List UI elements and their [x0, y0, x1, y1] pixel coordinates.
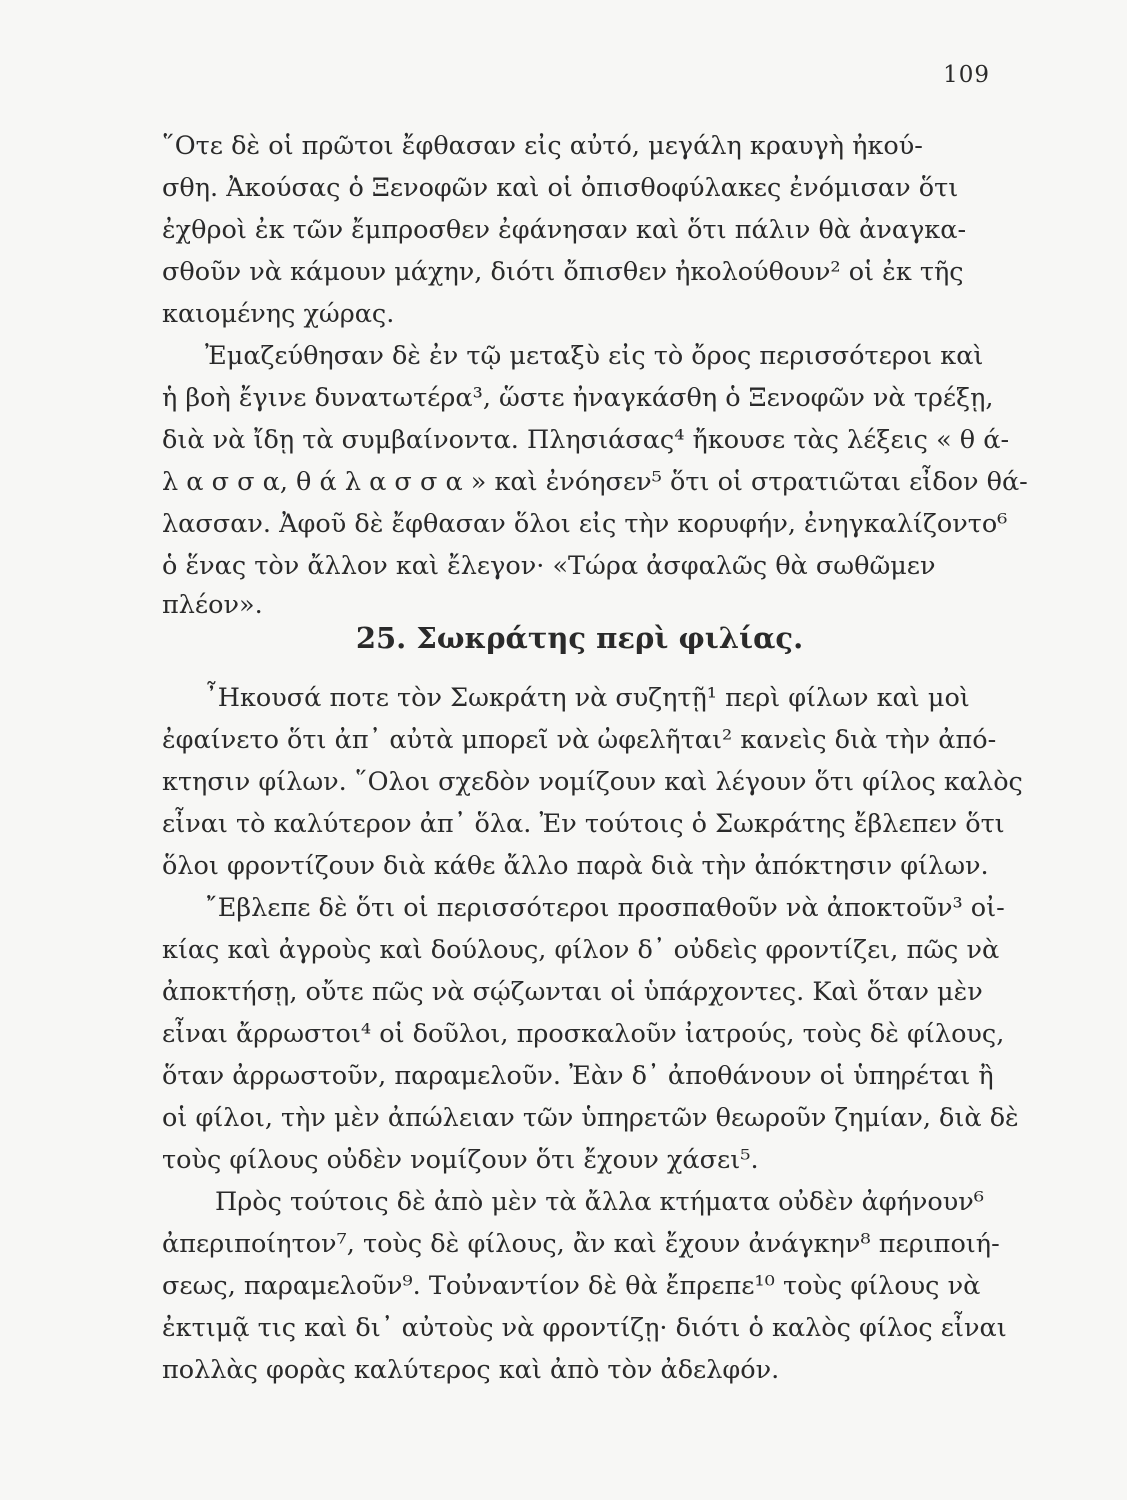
page-number: 109 [943, 62, 990, 88]
text-line: λ α σ σ α, θ ά λ α σ σ α » καὶ ἐνόησεν⁵ ὅτι οἱ στρατιῶται εἶδον θά- [162, 467, 1028, 497]
text-line: ἐχθροὶ ἐκ τῶν ἔμπροσθεν ἐφάνησαν καὶ ὅτι πάλιν θὰ ἀναγκα- [162, 215, 967, 245]
text-line: ἀποκτήσῃ, οὔτε πῶς νὰ σῴζωνται οἱ ὑπάρχοντες. Καὶ ὅταν μὲν [162, 977, 983, 1007]
text-line: ἐφαίνετο ὅτι ἀπ᾿ αὐτὰ μπορεῖ νὰ ὠφελῆται² κανεὶς διὰ τὴν ἀπό- [162, 725, 997, 755]
section-heading: 25. Σωκράτης περὶ φιλίας. [355, 621, 804, 655]
text-line: Πρὸς τούτοις δὲ ἀπὸ μὲν τὰ ἄλλα κτήματα οὐδὲν ἀφήνουν⁶ [215, 1187, 984, 1217]
text-line: σθη. Ἀκούσας ὁ Ξενοφῶν καὶ οἱ ὀπισθοφύλακες ἐνόμισαν ὅτι [162, 173, 959, 203]
text-line: οἱ φίλοι, τὴν μὲν ἀπώλειαν τῶν ὑπηρετῶν θεωροῦν ζημίαν, διὰ δὲ [162, 1103, 1019, 1133]
text-line: τοὺς φίλους οὐδὲν νομίζουν ὅτι ἔχουν χάσει⁵. [162, 1145, 759, 1175]
text-line: λασσαν. Ἀφοῦ δὲ ἔφθασαν ὅλοι εἰς τὴν κορυφήν, ἐνηγκαλίζοντο⁶ [162, 509, 1008, 539]
text-line: ὁ ἕνας τὸν ἄλλον καὶ ἔλεγον· «Τώρα ἀσφαλῶς θὰ σωθῶμεν [162, 551, 936, 581]
text-line: πολλὰς φορὰς καλύτερος καὶ ἀπὸ τὸν ἀδελφόν. [162, 1355, 780, 1385]
text-line: εἶναι ἄρρωστοι⁴ οἱ δοῦλοι, προσκαλοῦν ἰατρούς, τοὺς δὲ φίλους, [162, 1019, 1005, 1049]
text-line: ἀπεριποίητον⁷, τοὺς δὲ φίλους, ἂν καὶ ἔχουν ἀνάγκην⁸ περιποιή- [162, 1229, 1000, 1259]
text-line: καιομένης χώρας. [162, 299, 395, 329]
text-line: ῎Εβλεπε δὲ ὅτι οἱ περισσότεροι προσπαθοῦν νὰ ἀποκτοῦν³ οἰ- [205, 893, 1005, 923]
text-line: σεως, παραμελοῦν⁹. Τοὐναντίον δὲ θὰ ἔπρεπε¹⁰ τοὺς φίλους νὰ [162, 1271, 981, 1301]
text-line: Ἐμαζεύθησαν δὲ ἐν τῷ μεταξὺ εἰς τὸ ὄρος περισσότεροι καὶ [205, 341, 984, 371]
text-line: κτησιν φίλων. ῞Ολοι σχεδὸν νομίζουν καὶ λέγουν ὅτι φίλος καλὸς [162, 767, 1023, 797]
text-line: ῞Οτε δὲ οἱ πρῶτοι ἔφθασαν εἰς αὐτό, μεγάλη κραυγὴ ἠκού- [162, 131, 923, 161]
text-line: ῏Ηκουσά ποτε τὸν Σωκράτη νὰ συζητῇ¹ περὶ φίλων καὶ μοὶ [205, 683, 970, 713]
text-line: διὰ νὰ ἴδῃ τὰ συμβαίνοντα. Πλησιάσας⁴ ἤκουσε τὰς λέξεις « θ ά- [162, 425, 1010, 455]
text-line: ὅταν ἀρρωστοῦν, παραμελοῦν. Ἐὰν δ᾿ ἀποθάνουν οἱ ὑπηρέται ἢ [162, 1061, 994, 1091]
text-line: ὅλοι φροντίζουν διὰ κάθε ἄλλο παρὰ διὰ τὴν ἀπόκτησιν φίλων. [162, 851, 989, 881]
text-line: ἐκτιμᾷ τις καὶ δι᾿ αὐτοὺς νὰ φροντίζῃ· διότι ὁ καλὸς φίλος εἶναι [162, 1313, 1007, 1343]
text-line: εἶναι τὸ καλύτερον ἀπ᾿ ὅλα. Ἐν τούτοις ὁ Σωκράτης ἔβλεπεν ὅτι [162, 809, 1005, 839]
text-line: πλέον». [162, 590, 263, 620]
text-line: ἡ βοὴ ἔγινε δυνατωτέρα³, ὥστε ἠναγκάσθη ὁ Ξενοφῶν νὰ τρέξῃ, [162, 383, 994, 413]
text-line: κίας καὶ ἀγροὺς καὶ δούλους, φίλον δ᾿ οὐδεὶς φροντίζει, πῶς νὰ [162, 935, 1000, 965]
text-line: σθοῦν νὰ κάμουν μάχην, διότι ὄπισθεν ἠκολούθουν² οἱ ἐκ τῆς [162, 257, 964, 287]
